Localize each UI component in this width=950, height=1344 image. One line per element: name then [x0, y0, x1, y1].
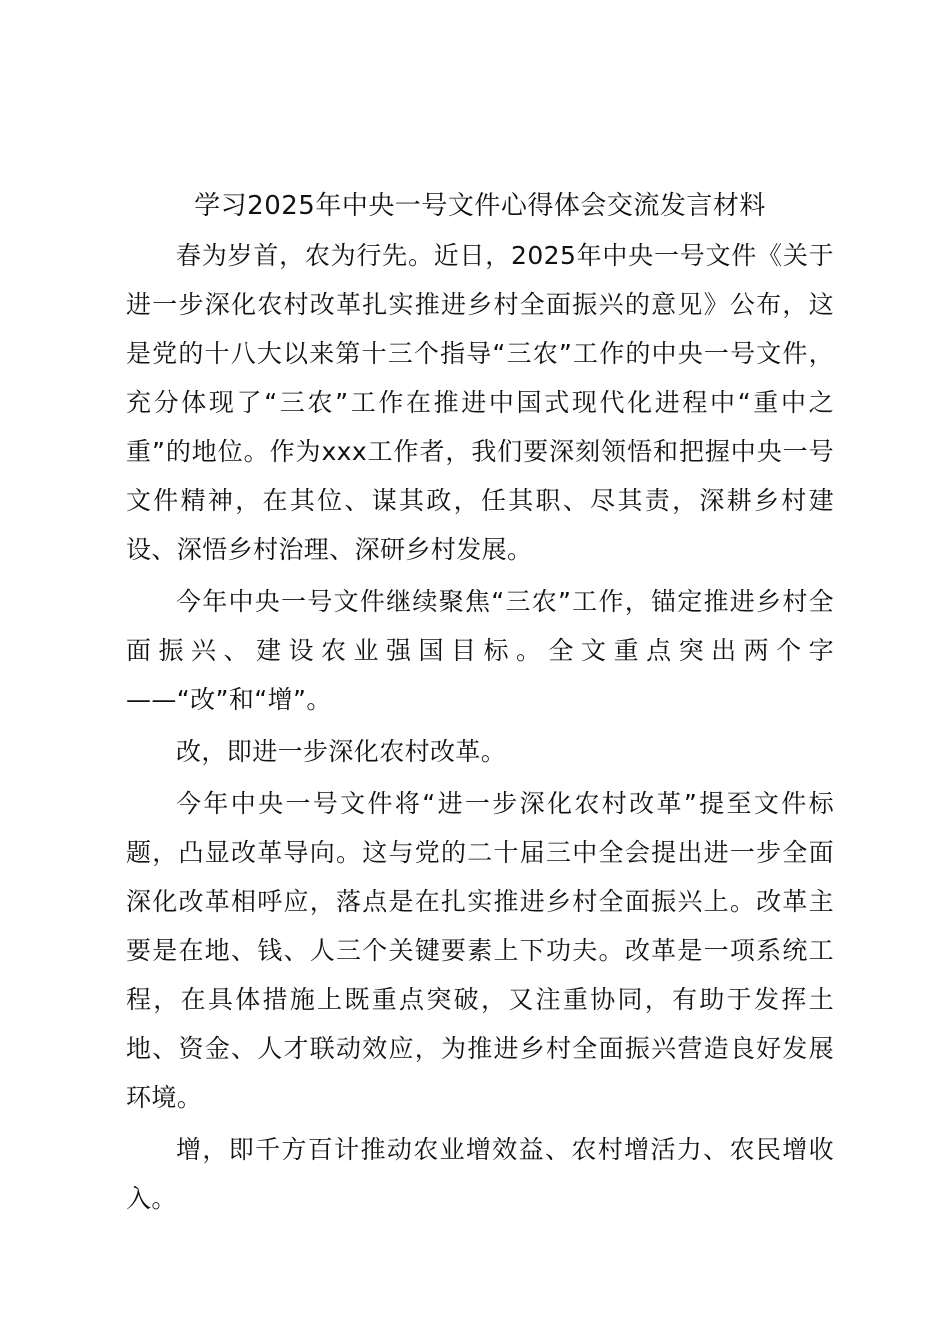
paragraph-increase-heading: 增，即千方百计推动农业增效益、农村增活力、农民增收入。 — [126, 1135, 834, 1213]
paragraph-focus: 今年中央一号文件继续聚焦“三农”工作，锚定推进乡村全面振兴、建设农业强国目标。全文重点突出两个字——“改”和“增”。 — [126, 587, 834, 714]
paragraph-reform-detail: 今年中央一号文件将“进一步深化农村改革”提至文件标题，凸显改革导向。这与党的二十届三中全会提出进一步全面深化改革相呼应，落点是在扎实推进乡村全面振兴上。改革主要是在地、钱、人三个关键要素上下功夫。改革是一项系统工程，在具体措施上既重点突破，又注重协同，有助于发挥土地、资金、人才联动效应，为推进乡村全面振兴营造良好发展环境。 — [126, 789, 834, 1112]
document-title: 学习2025年中央一号文件心得体会交流发言材料 — [194, 191, 766, 221]
document-body — [126, 231, 834, 1226]
paragraph-intro: 春为岁首，农为行先。近日，2025年中央一号文件《关于进一步深化农村改革扎实推进乡村全面振兴的意见》公布，这是党的十八大以来第十三个指导“三农”工作的中央一号文件，充分体现了“三农”工作在推进中国式现代化进程中“重中之重”的地位。作为xxx工作者，我们要深刻领悟和把握中央一号文件精神，在其位、谋其政，任其职、尽其责，深耕乡村建设、深悟乡村治理、深研乡村发展。 — [126, 241, 834, 564]
paragraph-reform-heading: 改，即进一步深化农村改革。 — [176, 737, 507, 766]
